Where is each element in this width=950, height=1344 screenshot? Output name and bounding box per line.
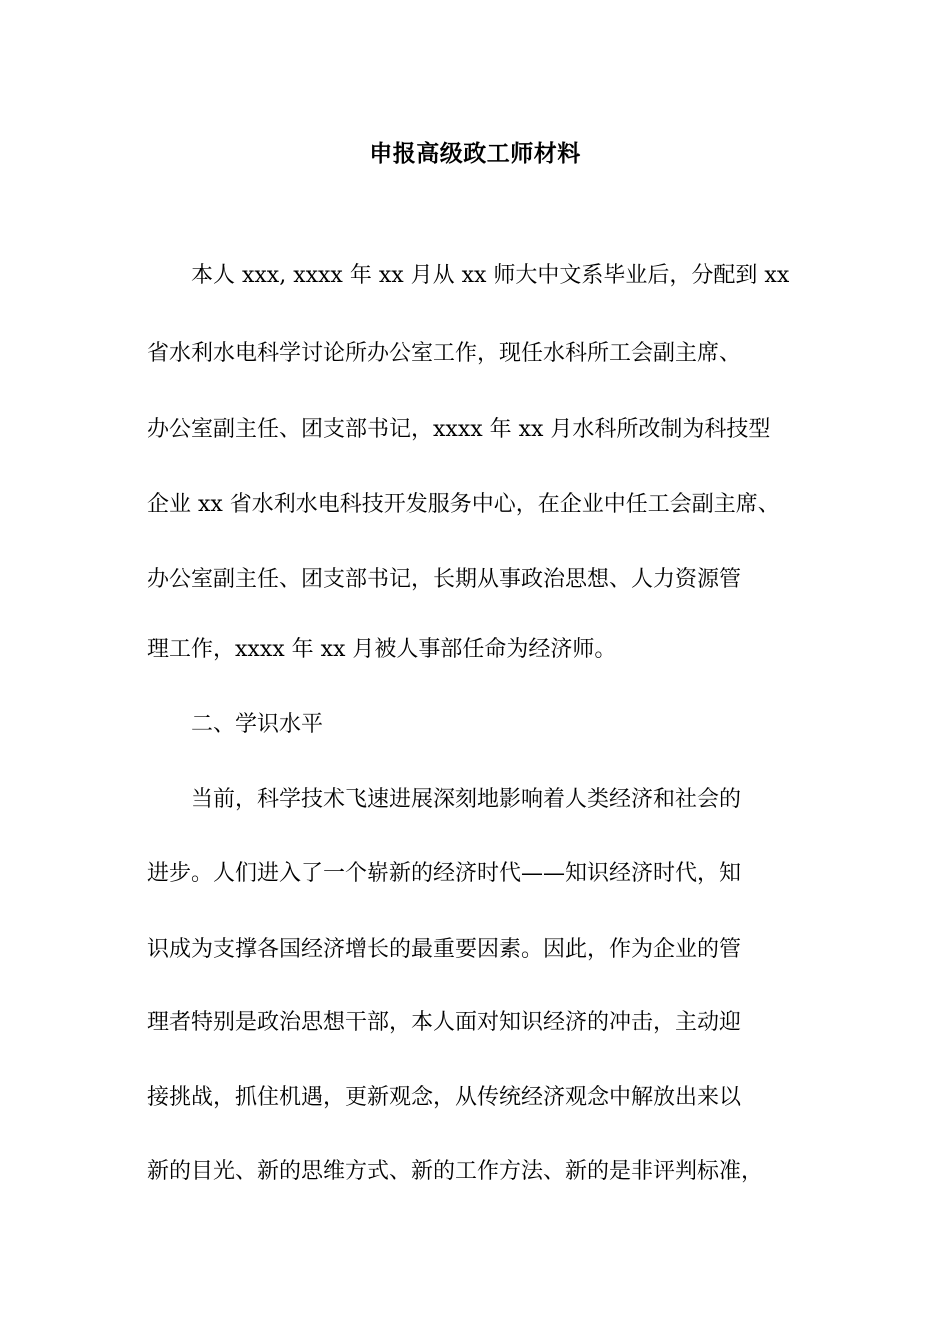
- paragraph-line: 进步。人们进入了一个崭新的经济时代——知识经济时代，知: [147, 861, 742, 886]
- document-title: 申报高级政工师材料: [369, 140, 581, 167]
- section-heading: 二、学识水平: [191, 712, 324, 737]
- paragraph-line: 本人 xxx, xxxx 年 xx 月从 xx 师大中文系毕业后，分配到 xx: [191, 263, 790, 288]
- paragraph-line: 新的目光、新的思维方式、新的工作方法、新的是非评判标准，: [147, 1159, 764, 1184]
- paragraph-line: 当前，科学技术飞速进展深刻地影响着人类经济和社会的: [191, 787, 742, 812]
- paragraph-line: 省水利水电科学讨论所办公室工作，现任水科所工会副主席、: [147, 341, 742, 366]
- paragraph-line: 理者特别是政治思想干部，本人面对知识经济的冲击，主动迎: [147, 1010, 742, 1035]
- paragraph-line: 企业 xx 省水利水电科技开发服务中心，在企业中任工会副主席、: [147, 492, 780, 517]
- paragraph-line: 理工作，xxxx 年 xx 月被人事部任命为经济师。: [147, 637, 617, 662]
- paragraph-line: 办公室副主任、团支部书记，xxxx 年 xx 月水科所改制为科技型: [147, 417, 771, 442]
- paragraph-line: 识成为支撑各国经济增长的最重要因素。因此，作为企业的管: [147, 937, 742, 962]
- paragraph-line: 接挑战，抓住机遇，更新观念，从传统经济观念中解放出来以: [147, 1085, 742, 1110]
- paragraph-line: 办公室副主任、团支部书记，长期从事政治思想、人力资源管: [147, 567, 742, 592]
